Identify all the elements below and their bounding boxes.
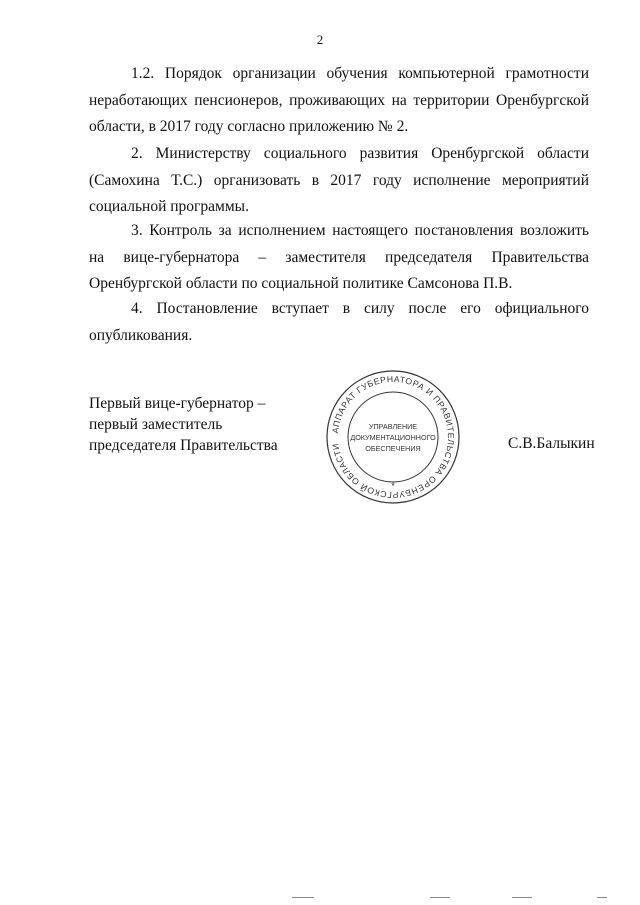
scan-mark	[430, 897, 450, 898]
paragraph-text: 4. Постановление вступает в силу после его официального опубликования.	[89, 300, 589, 344]
page-number: 2	[316, 32, 324, 47]
signatory-position	[89, 393, 278, 456]
paragraph-text: 3. Контроль за исполнением настоящего постановления возложить на вице-губернатора – заместителя председателя Правительства Оренбургской области по социальной политике Самсонова П.В.	[89, 222, 589, 292]
paragraph-1-2	[89, 61, 589, 141]
footer-scan-marks	[0, 895, 640, 901]
scan-mark	[597, 897, 607, 898]
paragraph-text: 2. Министерству социального развития Оренбургской области (Самохина Т.С.) организовать в 2017 году исполнение мероприятий социальной программы.	[89, 145, 589, 215]
seal-ring-text: АППАРАТ ГУБЕРНАТОРА И ПРАВИТЕЛЬСТВА ОРЕНБУРГСКОЙ ОБЛАСТИ	[330, 373, 457, 501]
position-line: первый заместитель	[89, 416, 223, 433]
paragraph-text: 1.2. Порядок организации обучения компьютерной грамотности неработающих пенсионеров, проживающих на территории Оренбургской области, в 2017 году согласно приложению № 2.	[89, 65, 589, 135]
seal-center-line: ОБЕСПЕЧЕНИЯ	[365, 444, 421, 453]
signatory-name: С.В.Балыкин	[508, 435, 595, 452]
seal-center-line: УПРАВЛЕНИЕ	[368, 422, 418, 431]
scan-mark	[292, 897, 314, 898]
position-line: председателя Правительства	[89, 437, 278, 454]
paragraph-3	[89, 218, 589, 298]
seal-star: *	[391, 481, 395, 491]
seal-center-line: ДОКУМЕНТАЦИОННОГО	[350, 433, 436, 442]
official-seal-stamp	[323, 367, 463, 507]
scan-mark	[512, 897, 532, 898]
position-line: Первый вице-губернатор –	[89, 395, 266, 412]
paragraph-4	[89, 296, 589, 349]
paragraph-2	[89, 141, 589, 221]
